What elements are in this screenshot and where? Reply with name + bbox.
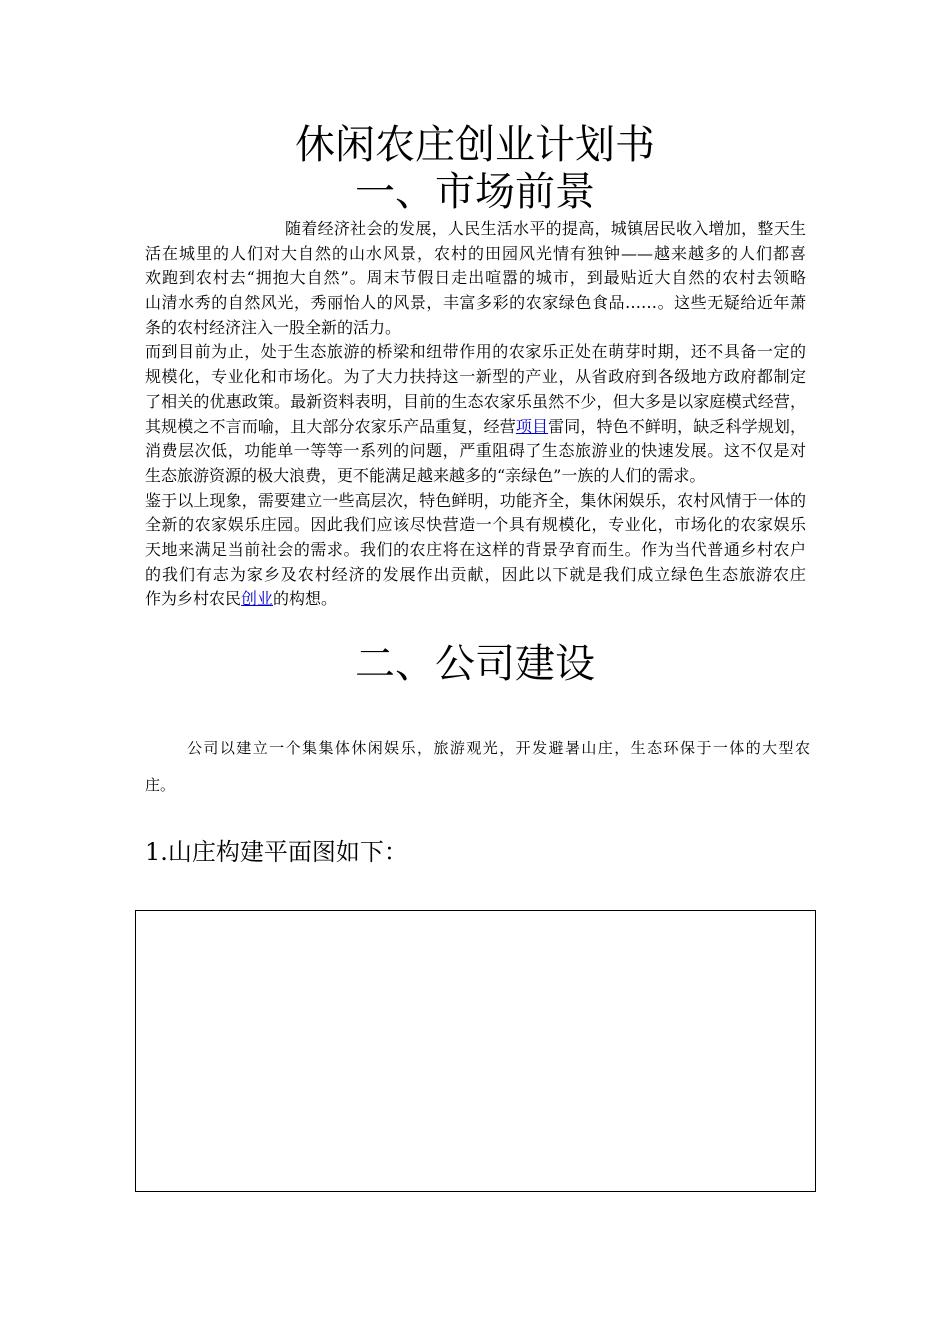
text-line: 消费层次低，功能单一等等一系列的问题，严重阻碍了生态旅游业的快速发展。这不仅是对 — [145, 441, 806, 461]
text-line: 生态旅游资源的极大浪费，更不能满足越来越多的“亲绿色”一族的人们的需求。 — [145, 465, 706, 485]
subheading-floor-plan: 1.山庄构建平面图如下： — [145, 838, 408, 866]
text-line: 活在城里的人们对大自然的山水风景，农村的田园风光情有独钟——越来越多的人们都喜 — [145, 243, 806, 263]
text-line: 庄。 — [145, 776, 176, 794]
document-title: 休闲农庄创业计划书 — [295, 122, 655, 168]
section-heading-company: 二、公司建设 — [355, 641, 595, 687]
text-line: 条的农村经济注入一股全新的活力。 — [145, 317, 402, 337]
text-line: 而到目前为止，处于生态旅游的桥梁和纽带作用的农家乐正处在萌芽时期，还不具备一定的 — [145, 342, 806, 362]
text-line: 全新的农家娱乐庄园。因此我们应该尽快营造一个具有规模化，专业化，市场化的农家娱乐 — [145, 515, 806, 535]
text-line — [145, 415, 806, 440]
text-segment: 其规模之不言而喻，且大部分农家乐产品重复，经营 — [145, 416, 516, 436]
text-line: 的我们有志为家乡及农村经济的发展作出贡献，因此以下就是我们成立绿色生态旅游农庄 — [145, 564, 806, 584]
text-line: 鉴于以上现象，需要建立一些高层次，特色鲜明，功能齐全，集休闲娱乐，农村风情于一体的 — [145, 490, 806, 510]
link-project[interactable]: 项目 — [515, 416, 549, 436]
text-line: 山清水秀的自然风光，秀丽怡人的风景，丰富多彩的农家绿色食品……。这些无疑给近年萧 — [145, 293, 806, 313]
section-company-body — [145, 730, 810, 804]
floor-plan-figure-frame — [135, 910, 816, 1192]
link-startup[interactable]: 创业 — [241, 589, 274, 609]
text-segment: 雷同，特色不鲜明，缺乏科学规划， — [548, 416, 806, 436]
text-line: 天地来满足当前社会的需求。我们的农庄将在这样的背景孕育而生。作为当代普通乡村农户 — [145, 539, 806, 559]
text-line: 随着经济社会的发展，人民生活水平的提高，城镇居民收入增加，整天生 — [285, 219, 806, 238]
text-segment: 作为乡村农民 — [145, 589, 242, 609]
text-line — [145, 587, 806, 612]
section-heading-market: 一、市场前景 — [355, 169, 595, 215]
text-segment: 的构想。 — [273, 589, 338, 609]
text-line: 规模化，专业化和市场化。为了大力扶持这一新型的产业，从省政府到各级地方政府都制定 — [145, 367, 806, 387]
text-line: 公司以建立一个集集体休闲娱乐，旅游观光，开发避暑山庄，生态环保于一体的大型农 — [187, 739, 810, 757]
section-market-body — [145, 217, 806, 612]
text-line: 欢跑到农村去“拥抱大自然”。周末节假日走出喧嚣的城市，到最贴近大自然的农村去领略 — [145, 268, 806, 288]
text-line: 了相关的优惠政策。最新资料表明，目前的生态农家乐虽然不少，但大多是以家庭模式经营， — [145, 391, 806, 411]
